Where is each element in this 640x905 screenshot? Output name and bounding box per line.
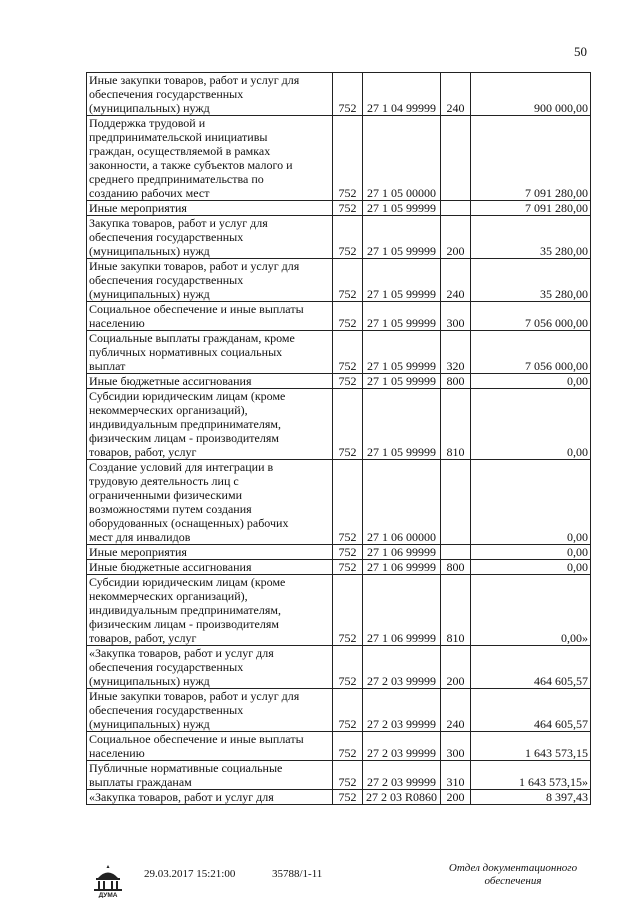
- row-expense-type: 810: [441, 389, 471, 460]
- row-expense-type: 800: [441, 374, 471, 389]
- row-name: Иные закупки товаров, работ и услуг для обеспечения государственных (муниципальных) нужд: [87, 689, 333, 732]
- row-name: Создание условий для интеграции в трудовую деятельность лиц с ограниченными физическими возможностями путем создания оборудованных (оснащенных) рабочих мест для инвалидов: [87, 460, 333, 545]
- row-expense-type: 300: [441, 732, 471, 761]
- table-row: [87, 689, 591, 732]
- row-grbs: 752: [333, 116, 363, 201]
- row-expense-type: [441, 545, 471, 560]
- row-amount: 8 397,43: [471, 790, 591, 805]
- row-amount: 35 280,00: [471, 259, 591, 302]
- row-target-code: 27 2 03 99999: [363, 761, 441, 790]
- row-expense-type: 200: [441, 216, 471, 259]
- table-row: [87, 790, 591, 805]
- row-target-code: 27 1 05 99999: [363, 302, 441, 331]
- table-row: [87, 460, 591, 545]
- row-name: Иные закупки товаров, работ и услуг для обеспечения государственных (муниципальных) нужд: [87, 259, 333, 302]
- row-name: Иные бюджетные ассигнования: [87, 374, 333, 389]
- row-name: Закупка товаров, работ и услуг для обеспечения государственных (муниципальных) нужд: [87, 216, 333, 259]
- row-target-code: 27 2 03 R0860: [363, 790, 441, 805]
- row-grbs: 752: [333, 259, 363, 302]
- row-expense-type: [441, 201, 471, 216]
- row-target-code: 27 1 05 99999: [363, 201, 441, 216]
- row-expense-type: 320: [441, 331, 471, 374]
- row-name: Поддержка трудовой и предпринимательской инициативы граждан, осуществляемой в рамках законности, а также субъектов малого и среднего предпринимательства по созданию рабочих мест: [87, 116, 333, 201]
- row-amount: 0,00: [471, 560, 591, 575]
- table-row: [87, 575, 591, 646]
- duma-logo-text: ДУМА: [98, 892, 118, 898]
- row-target-code: 27 1 06 00000: [363, 460, 441, 545]
- row-name: «Закупка товаров, работ и услуг для: [87, 790, 333, 805]
- row-expense-type: 310: [441, 761, 471, 790]
- row-grbs: 752: [333, 575, 363, 646]
- page-number: 50: [574, 44, 587, 59]
- budget-table: [86, 72, 591, 805]
- row-grbs: 752: [333, 73, 363, 116]
- table-row: [87, 216, 591, 259]
- row-expense-type: [441, 116, 471, 201]
- row-grbs: 752: [333, 216, 363, 259]
- row-name: Иные бюджетные ассигнования: [87, 560, 333, 575]
- row-target-code: 27 2 03 99999: [363, 689, 441, 732]
- footer-doc-number: 35788/1-11: [272, 868, 323, 880]
- row-name: Субсидии юридическим лицам (кроме некоммерческих организаций), индивидуальным предпринимателям, физическим лицам - производителям товаров, работ, услуг: [87, 575, 333, 646]
- table-row: [87, 389, 591, 460]
- row-amount: 464 605,57: [471, 689, 591, 732]
- row-grbs: 752: [333, 374, 363, 389]
- table-row: [87, 259, 591, 302]
- row-grbs: 752: [333, 560, 363, 575]
- row-amount: 7 091 280,00: [471, 201, 591, 216]
- row-amount: 464 605,57: [471, 646, 591, 689]
- row-name: Иные закупки товаров, работ и услуг для обеспечения государственных (муниципальных) нужд: [87, 73, 333, 116]
- row-amount: 7 056 000,00: [471, 331, 591, 374]
- row-target-code: 27 1 06 99999: [363, 560, 441, 575]
- footer-date: 29.03.2017 15:21:00: [144, 868, 236, 880]
- row-target-code: 27 1 05 99999: [363, 374, 441, 389]
- row-target-code: 27 1 05 99999: [363, 331, 441, 374]
- row-amount: 35 280,00: [471, 216, 591, 259]
- row-grbs: 752: [333, 761, 363, 790]
- table-row: [87, 374, 591, 389]
- row-amount: 0,00: [471, 545, 591, 560]
- row-name: Иные мероприятия: [87, 201, 333, 216]
- row-grbs: 752: [333, 389, 363, 460]
- table-row: [87, 302, 591, 331]
- row-amount: 900 000,00: [471, 73, 591, 116]
- row-grbs: 752: [333, 790, 363, 805]
- row-grbs: 752: [333, 689, 363, 732]
- row-name: Публичные нормативные социальные выплаты гражданам: [87, 761, 333, 790]
- footer-department: Отдел документационного обеспечения: [448, 862, 578, 887]
- row-target-code: 27 1 06 99999: [363, 545, 441, 560]
- row-grbs: 752: [333, 302, 363, 331]
- row-name: «Закупка товаров, работ и услуг для обеспечения государственных (муниципальных) нужд: [87, 646, 333, 689]
- table-row: [87, 560, 591, 575]
- row-grbs: 752: [333, 732, 363, 761]
- row-name: Социальное обеспечение и иные выплаты населению: [87, 302, 333, 331]
- row-target-code: 27 2 03 99999: [363, 732, 441, 761]
- row-target-code: 27 1 05 99999: [363, 259, 441, 302]
- row-amount: 0,00: [471, 389, 591, 460]
- row-amount: 1 643 573,15: [471, 732, 591, 761]
- row-name: Социальное обеспечение и иные выплаты населению: [87, 732, 333, 761]
- row-grbs: 752: [333, 545, 363, 560]
- row-target-code: 27 1 06 99999: [363, 575, 441, 646]
- row-name: Социальные выплаты гражданам, кроме публичных нормативных социальных выплат: [87, 331, 333, 374]
- row-amount: 0,00: [471, 460, 591, 545]
- row-target-code: 27 2 03 99999: [363, 646, 441, 689]
- row-target-code: 27 1 05 99999: [363, 389, 441, 460]
- row-expense-type: 200: [441, 790, 471, 805]
- row-expense-type: 300: [441, 302, 471, 331]
- row-name: Субсидии юридическим лицам (кроме некоммерческих организаций), индивидуальным предпринимателям, физическим лицам - производителям товаров, работ, услуг: [87, 389, 333, 460]
- table-row: [87, 73, 591, 116]
- duma-logo-icon: [88, 864, 128, 898]
- row-target-code: 27 1 05 00000: [363, 116, 441, 201]
- table-row: [87, 201, 591, 216]
- table-row: [87, 646, 591, 689]
- row-grbs: 752: [333, 331, 363, 374]
- table-row: [87, 545, 591, 560]
- row-expense-type: 240: [441, 73, 471, 116]
- row-grbs: 752: [333, 460, 363, 545]
- page-footer: [0, 860, 640, 900]
- row-amount: 0,00: [471, 374, 591, 389]
- row-expense-type: [441, 460, 471, 545]
- row-amount: 0,00»: [471, 575, 591, 646]
- table-row: [87, 732, 591, 761]
- row-name: Иные мероприятия: [87, 545, 333, 560]
- row-target-code: 27 1 05 99999: [363, 216, 441, 259]
- row-grbs: 752: [333, 646, 363, 689]
- table-row: [87, 761, 591, 790]
- row-expense-type: 240: [441, 259, 471, 302]
- table-row: [87, 331, 591, 374]
- table-body: [87, 73, 591, 805]
- row-amount: 1 643 573,15»: [471, 761, 591, 790]
- row-amount: 7 056 000,00: [471, 302, 591, 331]
- row-target-code: 27 1 04 99999: [363, 73, 441, 116]
- row-expense-type: 240: [441, 689, 471, 732]
- row-expense-type: 200: [441, 646, 471, 689]
- row-grbs: 752: [333, 201, 363, 216]
- row-amount: 7 091 280,00: [471, 116, 591, 201]
- table-row: [87, 116, 591, 201]
- row-expense-type: 800: [441, 560, 471, 575]
- row-expense-type: 810: [441, 575, 471, 646]
